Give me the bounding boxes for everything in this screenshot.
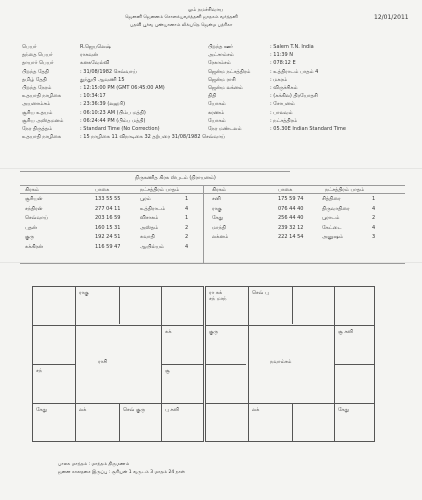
detail-value: : Standard Time (No Correction)	[80, 126, 160, 132]
doc-title: ஓம் நமச்சிவாய	[188, 7, 224, 13]
chart-cell-c13: கேது	[36, 407, 48, 413]
table-cell: 3	[372, 234, 376, 240]
table-cell: 203 16 59	[95, 215, 121, 221]
table-cell: 222 14 54	[278, 234, 304, 240]
detail-value: : நட்சத்திரம்	[270, 117, 298, 124]
table-cell: 4	[372, 205, 376, 212]
table-cell: 1	[185, 196, 189, 202]
detail-label: உதயாதி நாழிகை	[22, 134, 62, 141]
table-header-rule	[20, 193, 405, 194]
detail-value: : சோபனம்	[270, 101, 295, 108]
table-bottom-rule	[20, 263, 405, 264]
detail-label: ரேகாம்சம்	[208, 60, 231, 67]
chart-cell-c1: ரா சுக் சந் மாந்	[209, 290, 227, 302]
chart-cell-c14: லக்	[79, 407, 87, 413]
chart-cell-c9: சந்	[36, 368, 42, 374]
detail-value: : 11:39 N	[270, 52, 294, 59]
detail-value: கனகவேல்வி	[80, 60, 110, 67]
planet-table-title: நிருகணித கிரக ஸ்புடம் (நிராயனம்)	[135, 175, 216, 181]
table-header-planet: கிரகம்	[25, 187, 39, 193]
header-line-2: ஜெனனி ஜெனனம் சொளக்யவர்த்தனி ஜாதகம் வர்த்தனி	[125, 15, 238, 20]
table-cell: 2	[185, 234, 189, 240]
table-header-degree: பாகை	[278, 187, 293, 193]
table-cell: 4	[372, 224, 376, 231]
table-cell: 2	[372, 215, 376, 221]
rasi-center-label: ராசி	[98, 359, 108, 365]
detail-label: சூரிய உதயம்	[22, 109, 53, 116]
table-cell: 1	[372, 196, 376, 202]
detail-value: ராகவன்	[80, 52, 99, 59]
table-cell: சுவாதி	[140, 234, 155, 240]
table-cell: 239 32 12	[278, 224, 304, 231]
table-top-rule	[20, 185, 405, 186]
detail-label: ஜென்ம நட்சத்திரம்	[208, 68, 251, 75]
table-cell: கேட்டை	[322, 224, 342, 231]
detail-value: : 06:10:23 AM (பிம்ப மத்தி)	[80, 109, 146, 116]
table-cell: பூராடம்	[322, 215, 340, 221]
detail-label: அட்சாம்சம்	[208, 52, 234, 59]
chart-cell-c15: செவ் குரு	[123, 407, 146, 413]
fold-line	[0, 168, 422, 169]
table-cell: விசாகம்	[140, 215, 159, 221]
chart-cell-c16: கேது	[338, 407, 350, 413]
table-cell: லக்னம்	[212, 234, 229, 240]
rasi-chart	[32, 286, 204, 442]
chart-cell-c8: சுக்	[165, 329, 172, 335]
table-cell: செவ்வாய்	[25, 215, 49, 221]
table-cell: 4	[185, 205, 189, 212]
detail-value: : உத்திராடம் பாதம் 4	[270, 68, 319, 75]
detail-label: யோகம்	[208, 101, 226, 108]
detail-label: தமிழ் தேதி	[22, 76, 47, 83]
table-cell: 116 59 47	[95, 243, 121, 250]
chart-cell-c14: லக்	[252, 407, 260, 413]
table-cell: சூரியன்	[25, 196, 43, 202]
table-cell: அஸ்தம்	[140, 224, 159, 231]
table-cell: குரு	[25, 234, 35, 240]
detail-value: : பாலவம்	[270, 109, 293, 116]
detail-value: : 31/08/1982 செவ்வாய்	[80, 68, 137, 75]
detail-label: தாயார் பெயர்	[22, 60, 54, 67]
table-column-divider	[203, 185, 204, 263]
table-cell: அனுஷம்	[322, 234, 343, 240]
detail-label: பெயர்	[22, 44, 37, 50]
detail-value: : 05.30E Indian Standard Time	[270, 126, 346, 132]
detail-label: ஜென்ம லக்னம்	[208, 85, 243, 91]
detail-value: R.ஜெயலெஷ்	[80, 44, 111, 50]
detail-value: : விருச்சிகம்	[270, 85, 298, 91]
table-cell: சித்திரை	[322, 196, 341, 202]
detail-value: : 23:36:39 (லஹரி)	[80, 101, 126, 108]
detail-label: நேர திருத்தம்	[22, 126, 53, 132]
chart-cell-c5: குரு	[209, 329, 219, 335]
table-cell: சனி	[212, 196, 221, 202]
detail-label: தந்தை பெயர்	[22, 52, 53, 59]
detail-value: துந்துபி ஆவணி 15	[80, 76, 125, 83]
footer-line-2: ஜனன காலதசை இருப்பு : சூரியன் 1 வருடம் 3 மாதம் 24 நாள்	[58, 470, 185, 475]
detail-value: : 10:34:17	[80, 93, 106, 100]
table-cell: ராகு	[212, 205, 222, 212]
table-cell: புதன்	[25, 224, 37, 231]
table-cell: 133 55 55	[95, 196, 121, 202]
chart-cell-c16: பு சனி	[165, 407, 180, 413]
table-cell: 256 44 40	[278, 215, 304, 221]
detail-label: பிறந்த ஊர்	[208, 44, 233, 50]
table-header-planet: கிரகம்	[212, 187, 226, 193]
detail-label: நேர மண்டலம்	[208, 126, 242, 132]
table-cell: திருவாதிரை	[322, 205, 350, 212]
table-cell: மாந்தி	[212, 224, 226, 231]
detail-label: அயனாம்சம்	[22, 101, 51, 108]
table-header-star: நட்சத்திரம் பாதம்	[325, 187, 365, 193]
table-cell: 2	[185, 224, 189, 231]
detail-label: பிறந்த நேரம்	[22, 85, 52, 91]
document-date: 12/01/2011	[374, 14, 409, 21]
table-cell: 076 44 40	[278, 205, 304, 212]
detail-label: பிறந்த தேதி	[22, 68, 49, 75]
table-cell: சுக்கிரன்	[25, 243, 43, 250]
table-cell: 160 15 31	[95, 224, 121, 231]
table-cell: 4	[185, 243, 189, 250]
detail-label: சூரிய அஸ்தமனம்	[22, 117, 64, 124]
chart-cell-c2: ராகு	[79, 290, 89, 296]
table-cell: 1	[185, 215, 189, 221]
detail-value: : 078:12 E	[270, 60, 296, 67]
divider	[20, 171, 290, 172]
header-line-3: பதவி பூர்வ புண்யானாம் லிக்யதெ ஜென்ம பத்ரிகா	[130, 23, 233, 28]
chart-cell-c12: சூ	[165, 368, 170, 374]
table-cell: சந்திரன்	[25, 205, 43, 212]
detail-label: திதி	[208, 93, 217, 100]
detail-label: யோகம்	[208, 117, 226, 124]
detail-label: ஜென்ம ராசி	[208, 76, 236, 83]
detail-value: : 15 நாழிகை 11 விநாடிகை 32 தற்பரை 31/08/1982 செவ்வாய்	[80, 134, 226, 141]
navamsa-chart	[205, 286, 375, 442]
table-header-degree: பாகை	[95, 187, 110, 193]
table-cell: உத்திராடம்	[140, 205, 166, 212]
navamsa-center-label: நவாம்சம்	[270, 359, 292, 365]
table-cell: 192 24 51	[95, 234, 121, 240]
detail-value: : 06:24:44 PM (பிம்ப மத்தி)	[80, 117, 146, 124]
table-cell: 175 59 74	[278, 196, 304, 202]
table-cell: 277 04 11	[95, 205, 121, 212]
detail-value: : 12:15:00 PM (GMT 06:45:00 AM)	[80, 85, 165, 91]
detail-value: : Salem T.N. India	[270, 44, 314, 50]
footer-line-1: பாலக மாந்தம் : மாந்தம் திருமணம்	[58, 462, 130, 467]
table-header-star: நட்சத்திரம் பாதம்	[140, 187, 180, 193]
chart-cell-c2: செவ் பு	[252, 290, 269, 296]
detail-label: கரணம்	[208, 109, 225, 116]
chart-cell-c8: சூ சனி	[338, 329, 354, 335]
table-cell: கேது	[212, 215, 224, 221]
detail-value: : (சுக்கில) திரயோதசி	[270, 93, 318, 100]
detail-label: உதயாதி நாழிகை	[22, 93, 62, 100]
detail-value: : மகரம்	[270, 76, 288, 83]
table-cell: ஆயில்யம்	[140, 243, 164, 250]
table-cell: பூரம்	[140, 196, 151, 202]
